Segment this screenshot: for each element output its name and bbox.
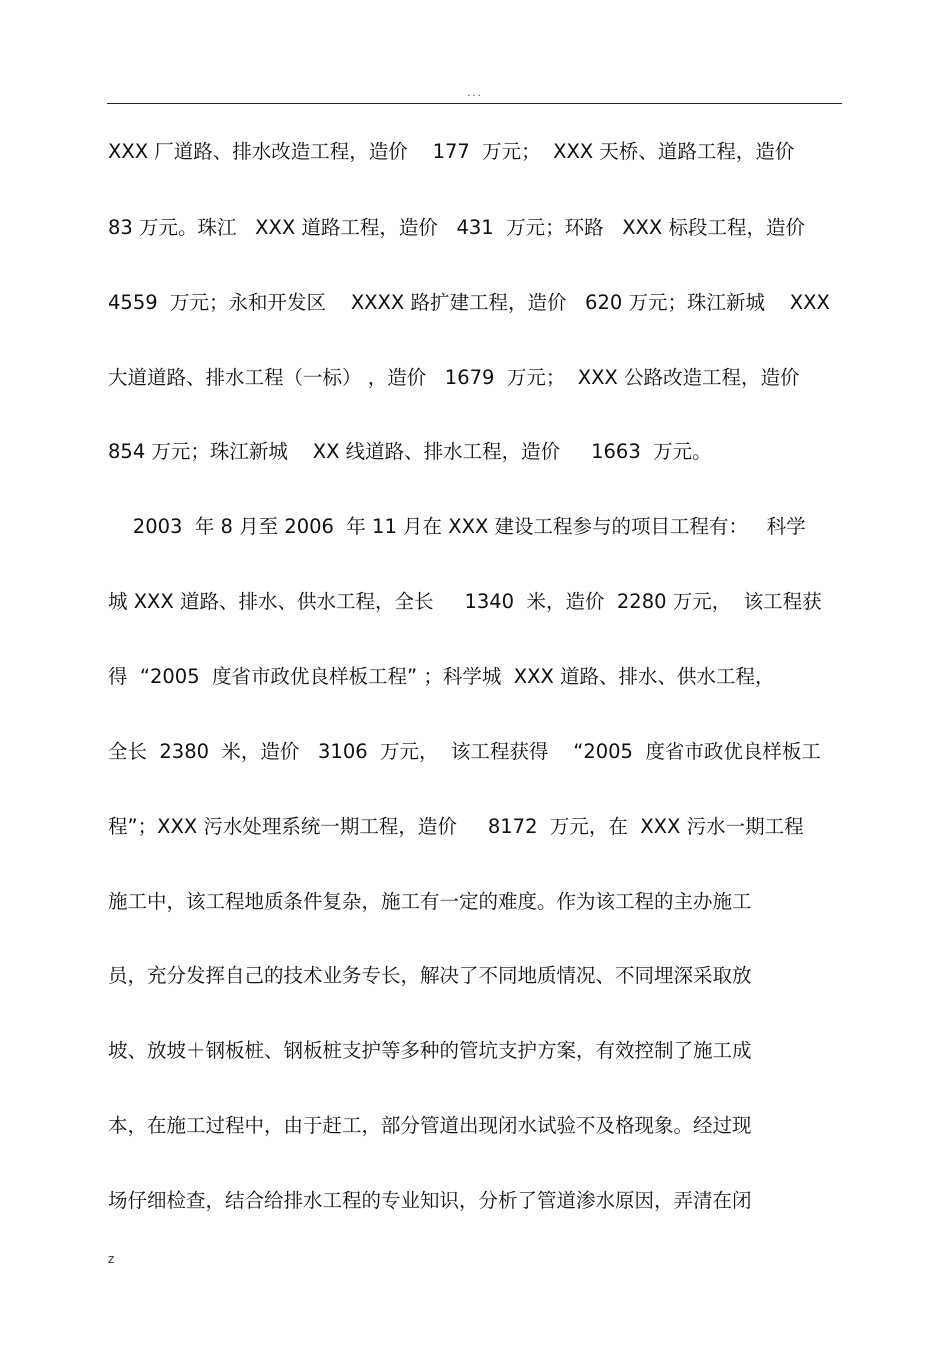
body-line: 坡、放坡＋钢板桩、钢板桩支护等多种的管坑支护方案，有效控制了施工成 [108,1039,752,1062]
body-line: 83 万元。珠江 XXX 道路工程，造价 431 万元；环路 XXX 标段工程，造价 [108,216,805,239]
body-line: 得 “2005 度省市政优良样板工程” ；科学城 XXX 道路、排水、供水工程， [108,665,775,688]
body-line: 员，充分发挥自己的技术业务专长，解决了不同地质情况、不同埋深采取放 [108,964,752,987]
body-line: 854 万元；珠江新城 XX 线道路、排水工程，造价 1663 万元。 [108,440,712,463]
body-line: 全长 2380 米，造价 3106 万元， 该工程获得 “2005 度省市政优良样板工 [108,740,821,763]
body-line: 城 XXX 道路、排水、供水工程，全长 1340 米，造价 2280 万元， 该工程获 [108,590,822,613]
body-line: 4559 万元；永和开发区 XXXX 路扩建工程，造价 620 万元；珠江新城 XXX [108,291,830,314]
body-line: 本，在施工过程中，由于赶工，部分管道出现闭水试验不及格现象。经过现 [108,1114,752,1137]
header-mark: ... [467,88,483,99]
footer-mark: z [108,1252,115,1266]
body-line: 施工中，该工程地质条件复杂，施工有一定的难度。作为该工程的主办施工 [108,890,752,913]
body-line: 大道道路、排水工程（一标） ，造价 1679 万元； XXX 公路改造工程，造价 [108,366,800,389]
body-line: 场仔细检查，结合给排水工程的专业知识，分析了管道渗水原因，弄清在闭 [108,1189,752,1212]
header-divider [107,103,842,104]
body-line: 2003 年 8 月至 2006 年 11 月在 XXX 建设工程参与的项目工程有： 科学 [108,515,806,538]
body-line: 程”；XXX 污水处理系统一期工程，造价 8172 万元，在 XXX 污水一期工程 [108,815,804,838]
body-line: XXX 厂道路、排水改造工程，造价 177 万元； XXX 天桥、道路工程，造价 [108,140,795,163]
